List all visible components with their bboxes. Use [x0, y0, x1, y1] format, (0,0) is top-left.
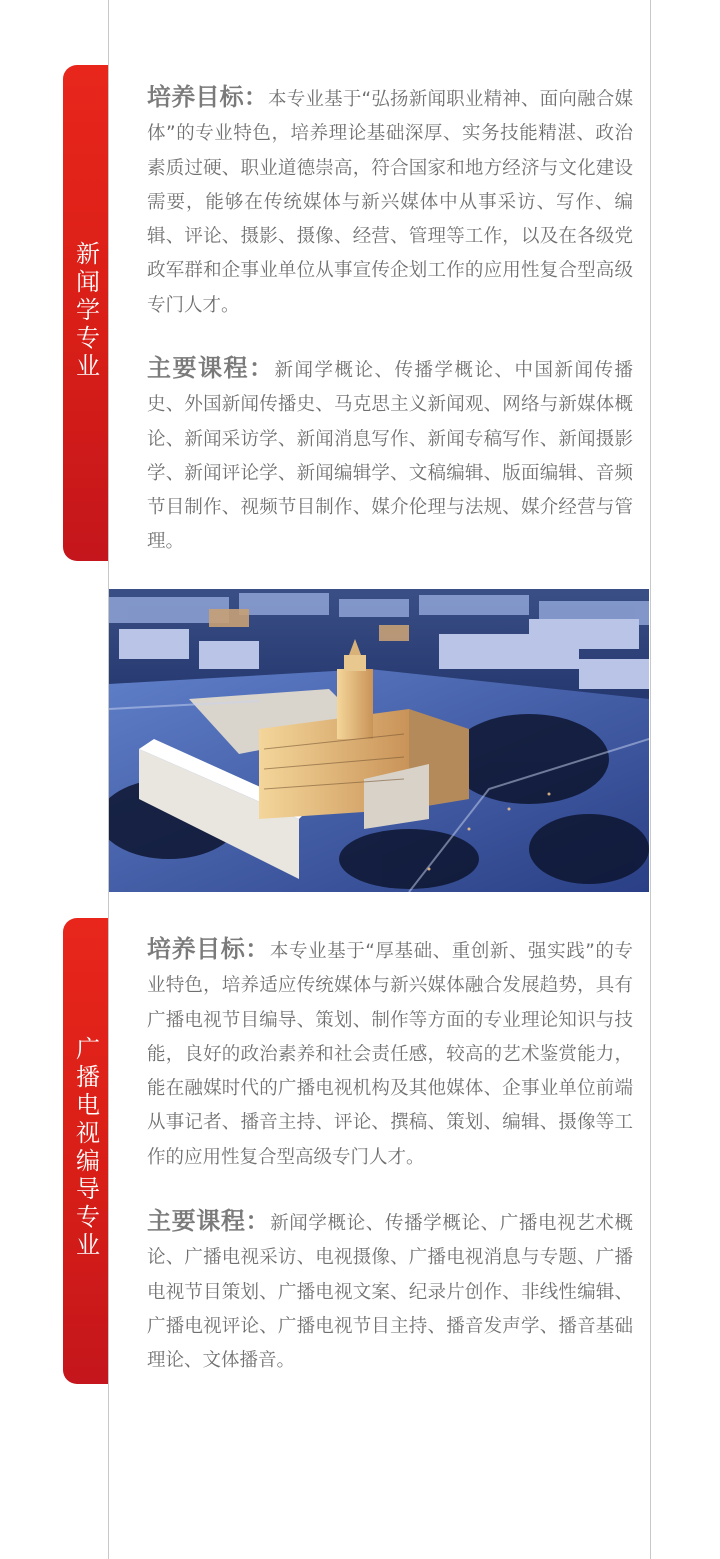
broadcasting-goal-text: 本专业基于“厚基础、重创新、强实践”的专业特色，培养适应传统媒体与新兴媒体融合发展趋势，具有广播电视节目编导、策划、制作等方面的专业理论知识与技能，良好的政治素养和社会责任感，较高的艺术鉴赏能力，能在融媒时代的广播电视机构及其他媒体、企事业单位前端从事记者、播音主持、评论、撰稿、策划、编辑、摄像等工作的应用性复合型高级专门人才。 [147, 941, 634, 1168]
broadcasting-goal-heading: 培养目标： [147, 935, 270, 963]
broadcasting-courses-heading: 主要课程： [147, 1207, 271, 1235]
journalism-tab [63, 65, 108, 561]
broadcasting-courses-text: 新闻学概论、传播学概论、广播电视艺术概论、广播电视采访、电视摄像、广播电视消息与专题、广播电视节目策划、广播电视文案、纪录片创作、非线性编辑、广播电视评论、广播电视节目主持、播音发声学、播音基础理论、文体播音。 [147, 1213, 633, 1372]
journalism-goal-text: 本专业基于“弘扬新闻职业精神、面向融合媒体”的专业特色，培养理论基础深厚、实务技能精湛、政治素质过硬、职业道德崇高，符合国家和地方经济与文化建设需要，能够在传统媒体与新兴媒体中从事采访、写作、编辑、评论、摄影、摄像、经营、管理等工作，以及在各级党政军群和企事业单位从事宣传企划工作的应用性复合型高级专门人才。 [147, 89, 634, 316]
broadcasting-tab [63, 918, 108, 1384]
broadcasting-courses [147, 1204, 633, 1378]
journalism-goal-heading: 培养目标： [147, 83, 269, 111]
journalism-courses-text: 新闻学概论、传播学概论、中国新闻传播史、外国新闻传播史、马克思主义新闻观、网络与新媒体概论、新闻采访学、新闻消息写作、新闻专稿写作、新闻摄影学、新闻评论学、新闻编辑学、文稿编辑、版面编辑、音频节目制作、视频节目制作、媒介伦理与法规、媒介经营与管理。 [147, 360, 633, 553]
journalism-goal [147, 80, 633, 323]
journalism-courses [147, 351, 633, 560]
campus-aerial-photo [109, 589, 649, 892]
right-divider-line [650, 0, 651, 1559]
broadcasting-goal [147, 932, 633, 1175]
broadcasting-tab-label: 广播电视编导专业 [71, 1036, 100, 1260]
journalism-courses-heading: 主要课程： [147, 354, 275, 382]
journalism-tab-label: 新闻学专业 [71, 241, 100, 381]
